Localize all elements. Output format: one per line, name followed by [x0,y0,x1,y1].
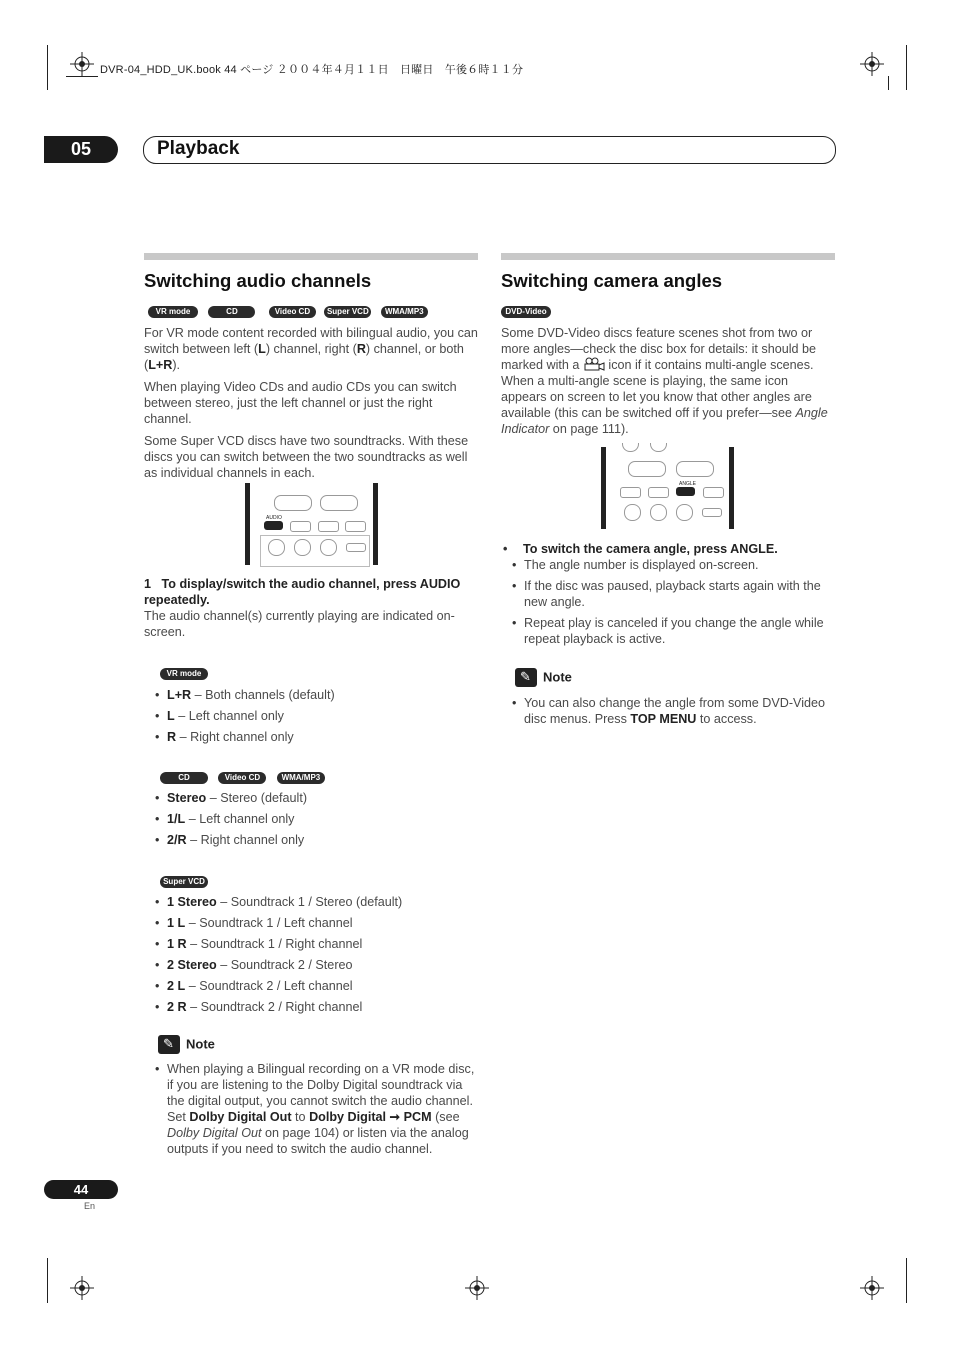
crop-mark [47,1258,48,1303]
vr-mode-channel-list [153,687,473,750]
disc-badges [144,301,478,315]
section-title: Switching audio channels [144,270,372,291]
intro-text [501,325,835,437]
badge-super-vcd: Super VCD [160,876,208,888]
crop-mark [47,45,48,90]
step-instruction: 1 To display/switch the audio channel, press AUDIO repeatedly. [144,577,461,607]
print-header: DVR-04_HDD_UK.book 44 ページ ２００４年４月１１日 日曜日 午後６時１１分 [100,64,524,76]
registration-mark-icon [860,52,884,76]
step-description: The audio channel(s) currently playing are indicated on-screen. [144,609,455,639]
section-rule [501,253,835,260]
badge-cd: CD [160,772,208,784]
registration-mark-icon [70,1276,94,1300]
angle-button[interactable] [676,487,695,496]
intro-text [144,325,478,481]
badge-vr-mode: VR mode [160,668,208,680]
list-item: • If the disc was paused, playback starts again with the new angle. [510,578,835,610]
paragraph: Some Super VCD discs have two soundtracks. With these discs you can switch between the two soundtracks as well as individual channels in each. [144,434,469,480]
audio-button-label: AUDIO [266,515,282,521]
badge-super-vcd: Super VCD [324,306,371,318]
note-pencil-icon [515,668,537,687]
crop-mark [906,1258,907,1303]
angle-button-label: ANGLE [679,481,696,487]
right-note-heading: ✎Note [515,668,572,687]
chapter-bar [143,136,836,164]
left-note-list [153,1061,478,1157]
step-1 [144,576,478,640]
registration-mark-icon [860,1276,884,1300]
paragraph: Some DVD-Video discs feature scenes shot from two or more angles—check the disc box for details: it should be marked with a icon if it contains multi-angle scenes. [501,326,817,372]
step-instruction: • To switch the camera angle, press ANGLE. [501,541,835,557]
right-column [501,253,835,443]
crop-mark [888,76,889,90]
section-rule [144,253,478,260]
list-item: • 2/R – Right channel only [153,832,473,848]
remote-illustration [245,483,378,565]
right-note-list [510,695,835,727]
badge-vr-mode: VR mode [148,306,198,318]
badge-dvd-video: DVD-Video [501,306,551,318]
badge-wma-mp3: WMA/MP3 [277,772,325,784]
paragraph: When a multi-angle scene is playing, the same icon appears on screen to let you know that other angles are available (this can be switched off if you prefer—see Angle Indicator on page 111). [501,374,828,436]
paragraph: For VR mode content recorded with bilingual audio, you can switch between left (L) channel, right (R) channel, or both (L+R). [144,326,478,372]
list-item: • L – Left channel only [153,708,473,724]
remote-illustration [601,447,734,529]
page-number: 44 [44,1180,118,1199]
group2-badges [160,767,325,785]
list-item: • R – Right channel only [153,729,473,745]
list-item: • Stereo – Stereo (default) [153,790,473,806]
cd-channel-list [153,790,473,853]
angle-step [501,541,835,557]
list-item: • 1 R – Soundtrack 1 / Right channel [153,936,473,952]
group1-badges [160,663,208,681]
note-pencil-icon [158,1035,180,1054]
camera-angle-icon [583,357,605,371]
list-item: • 1 Stereo – Soundtrack 1 / Stereo (default) [153,894,473,910]
language-label: En [84,1201,96,1211]
badge-cd: CD [208,306,255,318]
registration-mark-icon [70,52,94,76]
disc-badges [501,301,835,315]
registration-mark-icon [465,1276,489,1300]
crop-mark [66,76,98,77]
angle-bullets [510,557,835,652]
group3-badges [160,871,208,889]
note-item: • You can also change the angle from some DVD-Video disc menus. Press TOP MENU to access. [510,695,835,727]
badge-wma-mp3: WMA/MP3 [381,306,428,318]
section-title: Switching camera angles [501,270,723,291]
list-item: • 2 Stereo – Soundtrack 2 / Stereo [153,957,473,973]
paragraph: When playing Video CDs and audio CDs you can switch between stereo, just the left channel or just the right channel. [144,380,457,426]
list-item: • 1 L – Soundtrack 1 / Left channel [153,915,473,931]
audio-button[interactable] [264,521,283,530]
left-column [144,253,478,487]
crop-mark [906,45,907,90]
list-item: • The angle number is displayed on-screen. [510,557,835,573]
note-item: • When playing a Bilingual recording on a VR mode disc, if you are listening to the Dolby Digital soundtrack via the digital output, you cannot switch the audio channel. Set Dolby Digital Out to Dolby Digital ➞ PCM (see Dolby Digital Out on page 104) or listen via the analog outputs if you need to switch the audio channel. [153,1061,478,1157]
chapter-number: 05 [44,136,118,163]
list-item: • 1/L – Left channel only [153,811,473,827]
list-item: • 2 L – Soundtrack 2 / Left channel [153,978,473,994]
list-item: • Repeat play is canceled if you change the angle while repeat playback is active. [510,615,835,647]
badge-video-cd: Video CD [218,772,266,784]
left-note-heading: ✎Note [158,1035,215,1054]
super-vcd-channel-list [153,894,473,1020]
list-item: • L+R – Both channels (default) [153,687,473,703]
chapter-title: Playback [157,138,240,159]
badge-video-cd: Video CD [269,306,316,318]
list-item: • 2 R – Soundtrack 2 / Right channel [153,999,473,1015]
